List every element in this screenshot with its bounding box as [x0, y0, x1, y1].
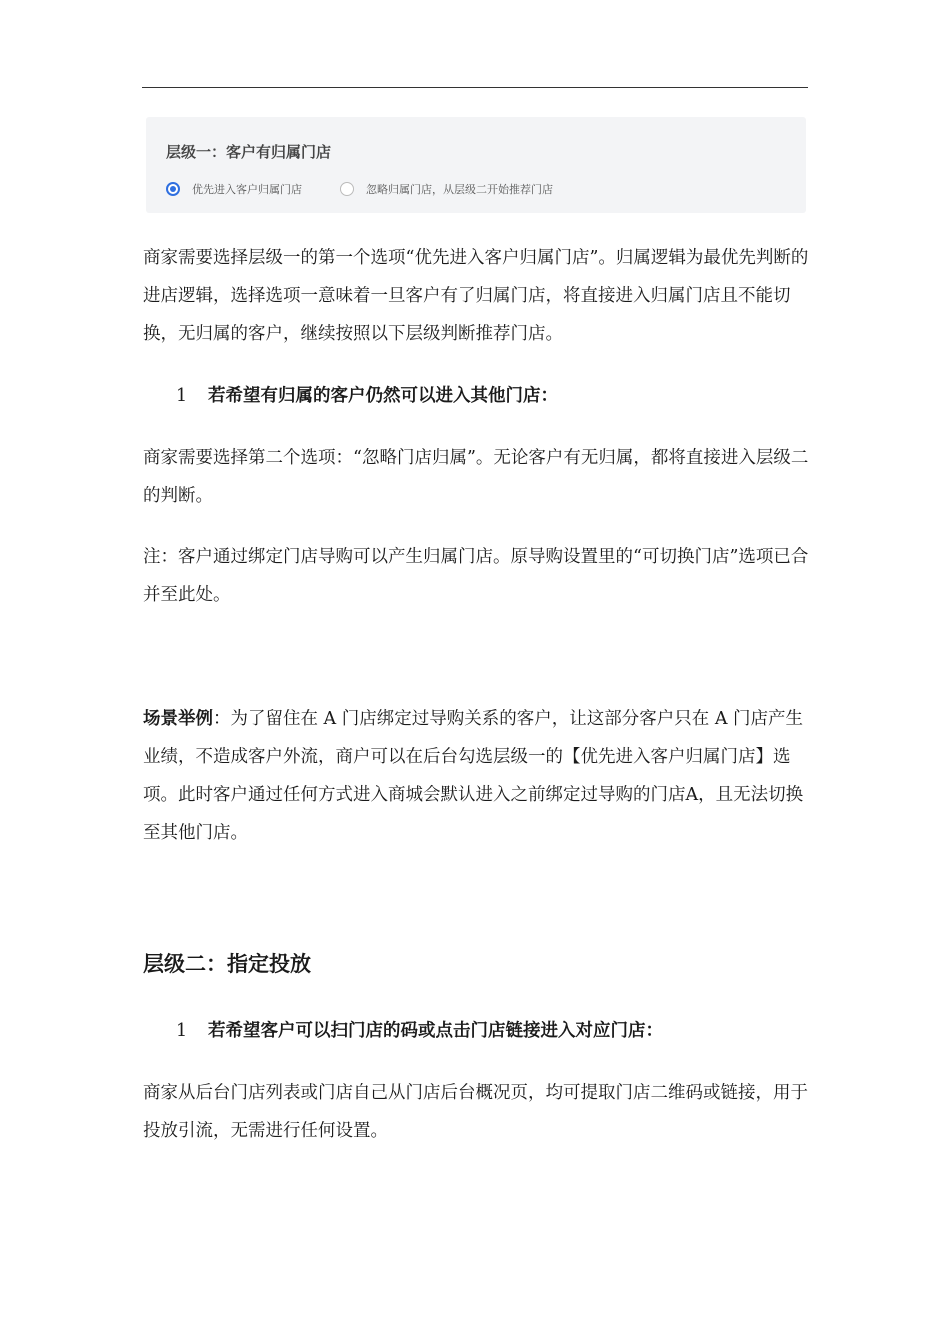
section-heading-level-two: 层级二：指定投放 — [143, 951, 311, 976]
radio-checked-icon[interactable] — [166, 182, 180, 196]
option-label: 忽略归属门店，从层级二开始推荐门店 — [366, 183, 553, 196]
option-prefer-home-store[interactable] — [166, 181, 302, 197]
scenario-text: ：为了留住在 A 门店绑定过导购关系的客户，让这部分客户只在 A 门店产生业绩，不造成客户外流，商户可以在后台勾选层级一的【优先进入客户归属门店】选项。此时客户通过任何方式进入商城会默认进入之前绑定过导购的门店A，且无法切换至其他门店。 — [143, 709, 804, 843]
bullet-text: 若希望客户可以扫门店的码或点击门店链接进入对应门店： — [208, 1021, 663, 1041]
option-ignore-home-store[interactable] — [340, 181, 553, 197]
radio-unchecked-icon[interactable] — [340, 182, 354, 196]
paragraph-note: 注：客户通过绑定门店导购可以产生归属门店。原导购设置里的“可切换门店”选项已合并至此处。 — [143, 547, 809, 605]
panel-title: 层级一：客户有归属门店 — [166, 143, 332, 161]
paragraph-level-two-explanation: 商家从后台门店列表或门店自己从门店后台概况页，均可提取门店二维码或链接，用于投放引流，无需进行任何设置。 — [143, 1083, 808, 1141]
scenario-lead: 场景举例 — [143, 709, 213, 729]
bullet-number: 1 — [176, 1021, 188, 1041]
level-one-settings-panel — [146, 117, 806, 213]
paragraph-ignore-option: 商家需要选择第二个选项：“忽略门店归属”。无论客户有无归属，都将直接进入层级二的判断。 — [143, 448, 809, 506]
bullet-number: 1 — [176, 386, 188, 406]
paragraph-scenario-example — [143, 700, 809, 852]
bullet-keep-switching — [176, 384, 558, 408]
header-rule — [142, 87, 808, 88]
option-label: 优先进入客户归属门店 — [192, 183, 302, 196]
bullet-scan-code — [176, 1019, 663, 1043]
bullet-text: 若希望有归属的客户仍然可以进入其他门店： — [208, 386, 558, 406]
paragraph-level-one-explanation: 商家需要选择层级一的第一个选项“优先进入客户归属门店”。归属逻辑为最优先判断的进店逻辑，选择选项一意味着一旦客户有了归属门店，将直接进入归属门店且不能切换，无归属的客户，继续按照以下层级判断推荐门店。 — [143, 248, 809, 344]
